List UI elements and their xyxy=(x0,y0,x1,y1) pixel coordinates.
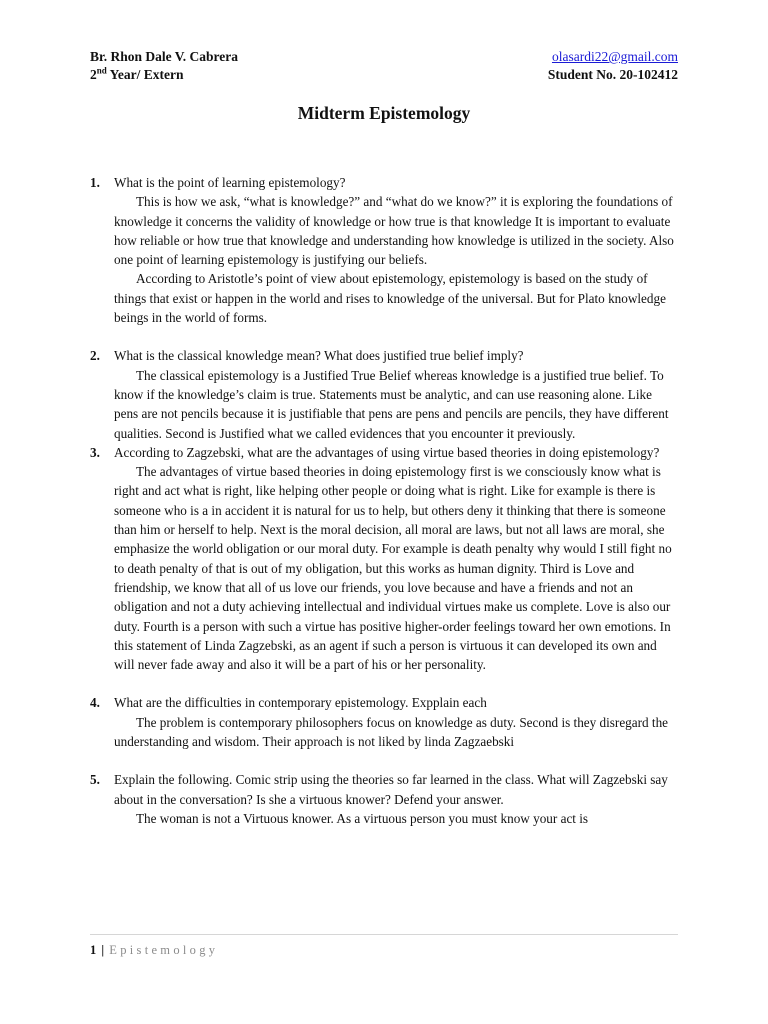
question-item-2 xyxy=(90,346,678,442)
spacer xyxy=(90,751,678,770)
question-item-4 xyxy=(90,693,678,751)
document-body xyxy=(90,173,678,828)
answer-paragraph: This is how we ask, “what is knowledge?” and “what do we know?” it is exploring the foundations of knowledge it concerns the validity of knowledge or how true is that knowledge It is important to evaluate how reliable or how true that knowledge and understanding how knowledge is utilized in the society. Also one point of learning epistemology is justifying our beliefs. xyxy=(114,194,674,268)
question-text: What is the point of learning epistemology? xyxy=(114,175,346,190)
year-ordinal-suffix: nd xyxy=(96,65,107,76)
answer-paragraph: The woman is not a Virtuous knower. As a virtuous person you must know your act is xyxy=(136,810,589,826)
year-level xyxy=(90,66,184,84)
answer-paragraph: The advantages of virtue based theories in doing epistemology first is we consciously know what is right and act what is right, like helping other people or doing what is right. Like for example is there is someone who is a in accident it is natural for us to help, but others deny it thinking that there is someone than him or herself to help. Next is the moral decision, all moral are laws, but not all laws are moral, she emphasize the world obligation or our moral duty. For example is death penalty why would I still fight no to death penalty of that is out of my obligation, but this works as human dignity. Third is Love and friendship, we know that all of us love our friends, you love because and have a friends and not an obligation and not a duty achieving intellectual and individual virtues make us complete. Love is also our duty. Fourth is a person with such a virtue has positive higher-order feelings toward her own emotions. In this statement of Linda Zagzebski, as an agent if such a person is virtuous it can developed its own and will never fade away and also it will be a part of his or her personality. xyxy=(114,464,672,673)
question-item-1 xyxy=(90,173,678,327)
question-content xyxy=(114,443,678,675)
footer-label: Epistemology xyxy=(109,943,219,957)
question-number: 1. xyxy=(90,175,100,190)
question-number: 4. xyxy=(90,695,100,711)
page-number: 1 xyxy=(90,943,97,957)
question-content xyxy=(114,173,678,327)
question-number: 2. xyxy=(90,348,100,364)
email-link[interactable]: olasardi22@gmail.com xyxy=(551,49,678,64)
header-row-1 xyxy=(90,48,678,66)
question-content xyxy=(114,693,678,751)
question-text: What is the classical knowledge mean? What does justified true belief imply? xyxy=(114,348,524,364)
question-text: What are the difficulties in contemporary epistemology. Expplain each xyxy=(114,695,487,711)
page-title: Midterm Epistemology xyxy=(297,103,471,123)
spacer xyxy=(90,327,678,346)
page-footer xyxy=(90,934,678,958)
question-text: Explain the following. Comic strip using the theories so far learned in the class. What will Zagzebski say about in the conversation? Is she a virtuous knower? Defend your answer. xyxy=(114,772,668,807)
footer-divider xyxy=(90,934,678,935)
answer-paragraph: The classical epistemology is a Justified True Belief whereas knowledge is a justified true belief. To know if the knowledge’s claim is true. Statements must be analytic, and can use reasoning alone. Like pens are not pencils because it is justifiable that pens are pens and pencils are pencils, they have different qualities. Second is Justified what we called evidences that you encounter it previously. xyxy=(114,367,669,441)
year-number: 2 xyxy=(90,67,97,82)
question-number: 3. xyxy=(90,444,100,460)
footer-text xyxy=(90,942,678,958)
question-item-3 xyxy=(90,443,678,675)
year-rest: Year/ Extern xyxy=(106,67,184,82)
question-content xyxy=(114,346,678,442)
question-item-5 xyxy=(90,770,678,828)
header-row-2 xyxy=(90,66,678,84)
question-content xyxy=(114,770,678,828)
question-number: 5. xyxy=(90,772,100,788)
answer-paragraph: The problem is contemporary philosophers focus on knowledge as duty. Second is they disregard the understanding and wisdom. Their approach is not liked by linda Zagzaebski xyxy=(114,714,669,750)
student-number: Student No. 20-102412 xyxy=(547,67,678,82)
answer-paragraph: According to Aristotle’s point of view about epistemology, epistemology is based on the study of things that exist or happen in the world and rises to knowledge of the universal. But for Plato knowledge beings in the world of forms. xyxy=(114,271,666,326)
question-text: According to Zagzebski, what are the advantages of using virtue based theories in doing epistemology? xyxy=(114,444,660,460)
author-name: Br. Rhon Dale V. Cabrera xyxy=(90,49,239,64)
spacer xyxy=(90,674,678,693)
footer-separator: | xyxy=(101,943,105,957)
